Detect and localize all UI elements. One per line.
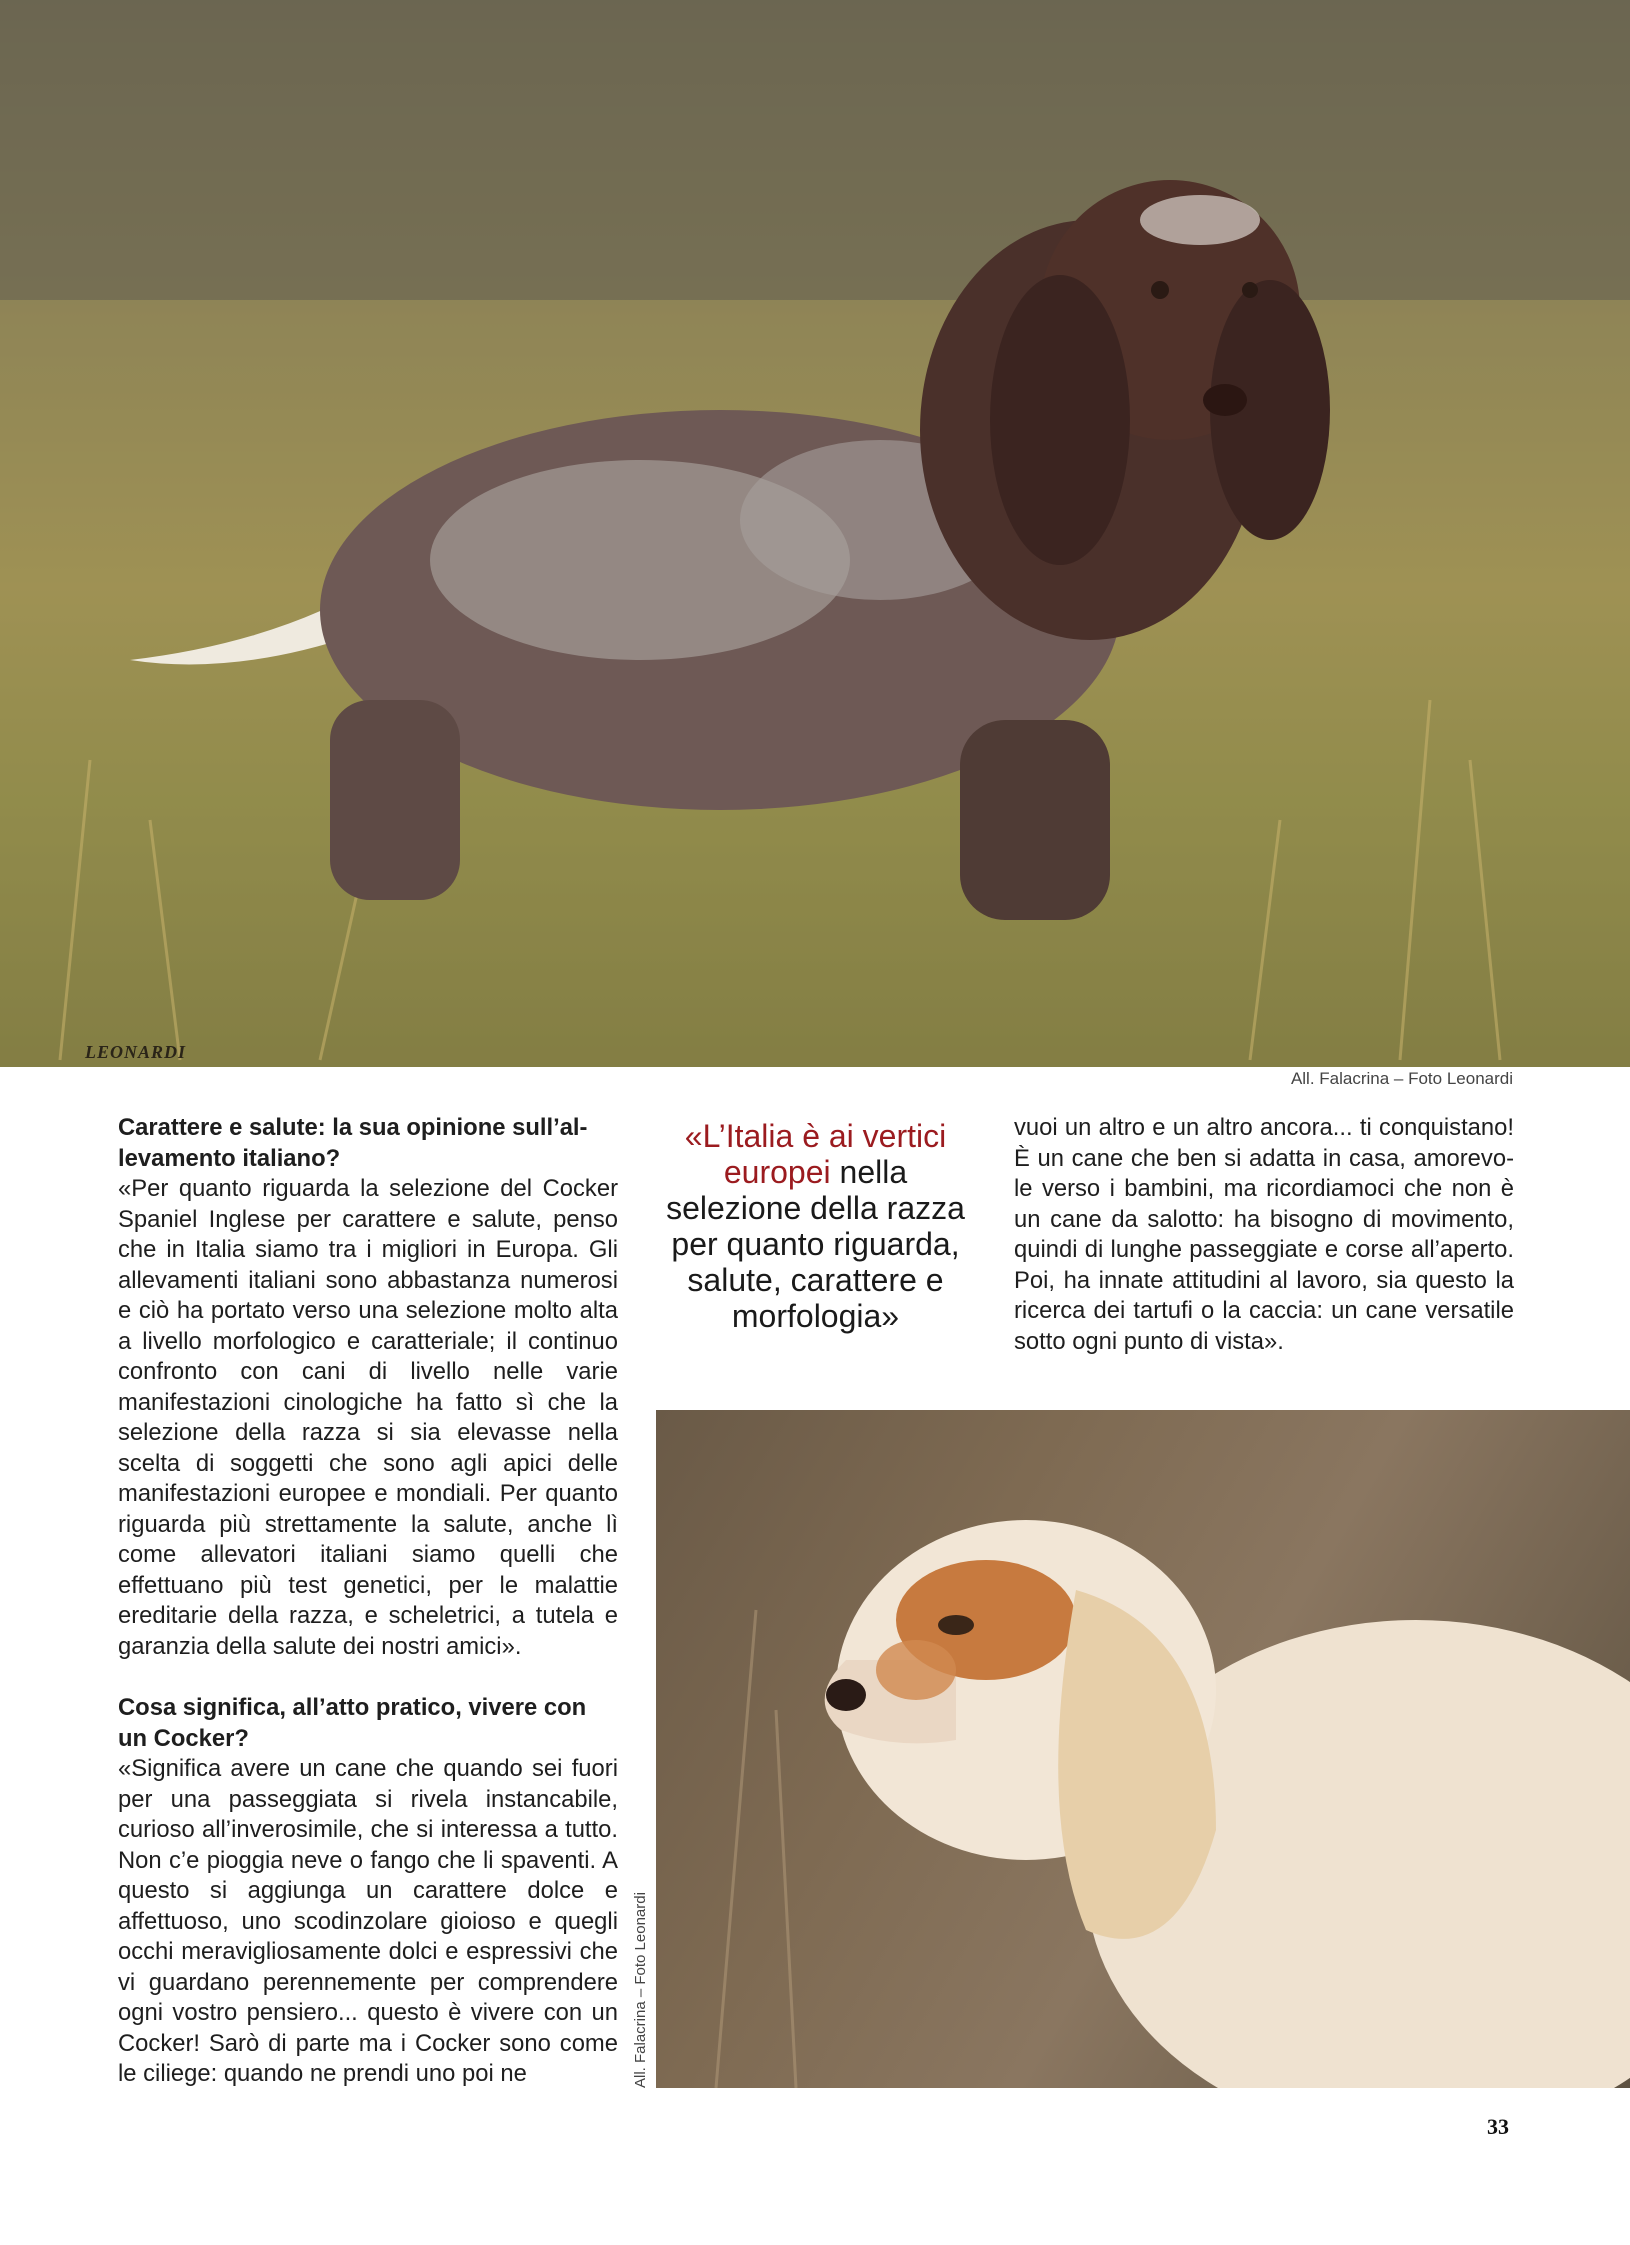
question-2: Cosa significa, all’atto pratico, vivere con un Cocker? [118, 1694, 587, 1752]
roan-cocker-illustration [0, 0, 1630, 1067]
orange-roan-cocker-illustration [656, 1410, 1630, 2088]
column-3-text: vuoi un altro e un altro ancora... ti conquistano! È un cane che ben si adatta in casa, amorevole verso i bambini, ma ricordiamoci che non è un cane da salotto: ha bisogno di movimento, quindi di lunghe passeggiate e corse all’aperto. Poi, ha innate attitudini al lavoro, sia questo la ricerca dei tartufi o la caccia: un cane versatile sotto ogni punto di vista». [1014, 1114, 1514, 1355]
bottom-photo-dog [656, 1410, 1630, 2088]
top-photo-dog [0, 0, 1630, 1067]
pull-quote [653, 1118, 978, 1334]
question-1: Carattere e salute: la sua opinione sull’allevamento italiano? [118, 1114, 588, 1172]
bottom-photo-credit: All. Falacrina – Foto Leonardi [632, 1892, 649, 2088]
pull-quote-body: nella selezione della razza per quanto riguarda, salute, carattere e morfologia» [666, 1154, 965, 1334]
top-photo-credit: All. Falacrina – Foto Leonardi [1290, 1069, 1513, 1088]
article-column-1 [118, 1113, 618, 2090]
answer-1: «Per quanto riguarda la selezione del Cocker Spaniel Inglese per carattere e salute, penso che in Italia siamo tra i migliori in Europa. Gli allevamenti italiani sono abbastanza numerosi e ciò ha portato verso una selezione molto alta a livello morfologico e caratteriale; il continuo confronto con cani di livello nelle varie manifestazioni cinologiche ha fatto sì che la selezione della razza si sia elevasse nella scelta di soggetti che sono agli apici delle manifestazioni europee e mondiali. Per quanto riguarda più strettamente la salute, anche lì come allevatori italiani siamo quelli che effettuano più test genetici, per le malattie ereditarie della razza, e scheletrici, a tutela e garanzia della salute dei nostri amici». [118, 1175, 618, 1660]
photo-watermark: LEONARDI [85, 1042, 187, 1062]
article-column-3 [1014, 1113, 1514, 1357]
pull-quote-highlight: «L’Italia è ai vertici europei [684, 1118, 947, 1190]
page-number: 33 [1487, 2114, 1509, 2139]
answer-2: «Significa avere un cane che quando sei fuori per una passeggiata si rivela instancabile, curioso all’inverosimile, che si interessa a tutto. Non c’e pioggia neve o fango che li spaventi. A questo si aggiunga un carattere dolce e affettuoso, uno scodinzolare gioioso e quegli occhi meravigliosamente dolci e espressivi che vi guardano perennemente per comprendere ogni vostro pensiero... questo è vivere con un Cocker! Sarò di parte ma i Cocker sono come le ciliege: quando ne prendi uno poi ne [118, 1755, 618, 2087]
